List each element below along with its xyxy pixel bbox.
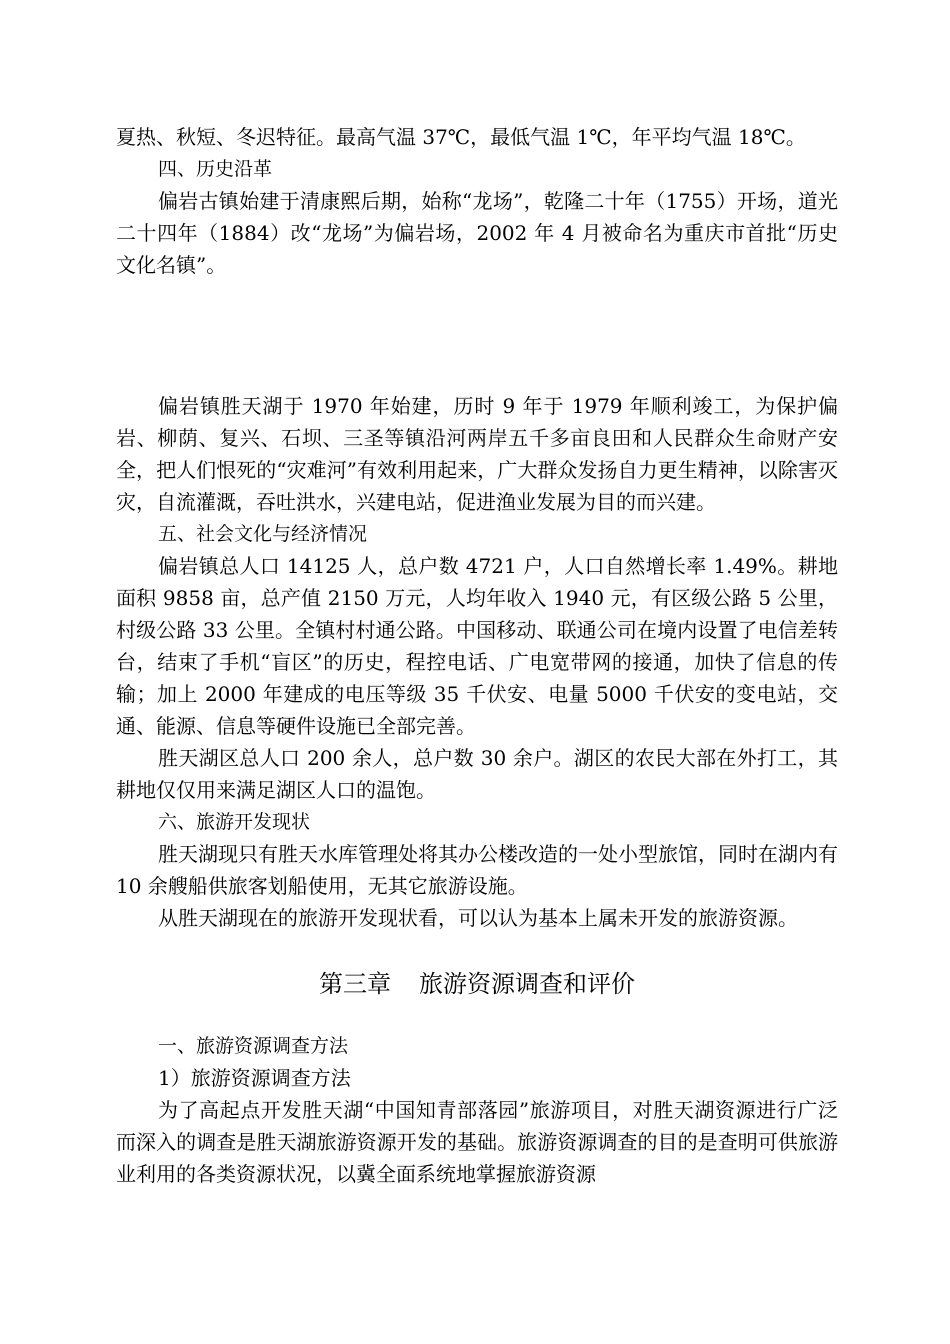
section-bottom [116,1030,838,1190]
chapter-number: 第三章 [319,970,391,998]
paragraph-lake-population: 胜天湖区总人口 200 余人，总户数 30 余户。湖区的农民大部在外打工，其耕地仅仅用来满足湖区人口的温饱。 [116,746,838,802]
subheading-survey-method: 1）旅游资源调查方法 [158,1066,351,1090]
paragraph-population-economy: 偏岩镇总人口 14125 人，总户数 4721 户，人口自然增长率 1.49%。耕地面积 9858 亩，总产值 2150 万元，人均年收入 1940 元，有区级公路 5 公里，村级公路 33 公里。全镇村村通公路。中国移动、联通公司在境内设置了电信差转台，结束了手机“盲区”的历史，程控电话、广电宽带网的接通，加快了信息的传输；加上 2000 年建成的电压等级 35 千伏安、电量 5000 千伏安的变电站，交通、能源、信息等硬件设施已全部完善。 [116,554,838,738]
document-page [116,121,838,1190]
blank-gap [116,281,838,390]
section-middle [116,390,838,934]
paragraph-survey-purpose: 为了高起点开发胜天湖“中国知青部落园”旅游项目，对胜天湖资源进行广泛而深入的调查是胜天湖旅游资源开发的基础。旅游资源调查的目的是查明可供旅游业利用的各类资源状况，以冀全面系统地掌握旅游资源 [116,1098,838,1186]
paragraph-tourism-facilities: 胜天湖现只有胜天水库管理处将其办公楼改造的一处小型旅馆，同时在湖内有 10 余艘船供旅客划船使用，无其它旅游设施。 [116,842,838,898]
heading-tourism-status: 六、旅游开发现状 [158,811,311,833]
paragraph-history: 偏岩古镇始建于清康熙后期，始称“龙场”，乾隆二十年（1755）开场，道光二十四年（1884）改“龙场”为偏岩场，2002 年 4 月被命名为重庆市首批“历史文化名镇”。 [116,189,838,277]
heading-survey-method: 一、旅游资源调查方法 [158,1035,349,1057]
chapter-title [319,966,635,1002]
chapter-name: 旅游资源调查和评价 [419,970,635,998]
paragraph-lake-construction: 偏岩镇胜天湖于 1970 年始建，历时 9 年于 1979 年顺利竣工，为保护偏岩、柳荫、复兴、石坝、三圣等镇沿河两岸五千多亩良田和人民群众生命财产安全，把人们恨死的“灾难河”有效利用起来，广大群众发扬自力更生精神，以除害灭灾，自流灌溉，吞吐洪水，兴建电站，促进渔业发展为目的而兴建。 [116,394,838,514]
heading-history: 四、历史沿革 [158,158,273,180]
heading-social-economy: 五、社会文化与经济情况 [158,523,368,545]
chapter-heading [116,966,838,1002]
section-top [116,121,838,281]
paragraph-tourism-conclusion: 从胜天湖现在的旅游开发现状看，可以认为基本上属未开发的旅游资源。 [158,906,798,930]
paragraph-climate-continued: 夏热、秋短、冬迟特征。最高气温 37℃，最低气温 1℃，年平均气温 18℃。 [116,125,806,149]
